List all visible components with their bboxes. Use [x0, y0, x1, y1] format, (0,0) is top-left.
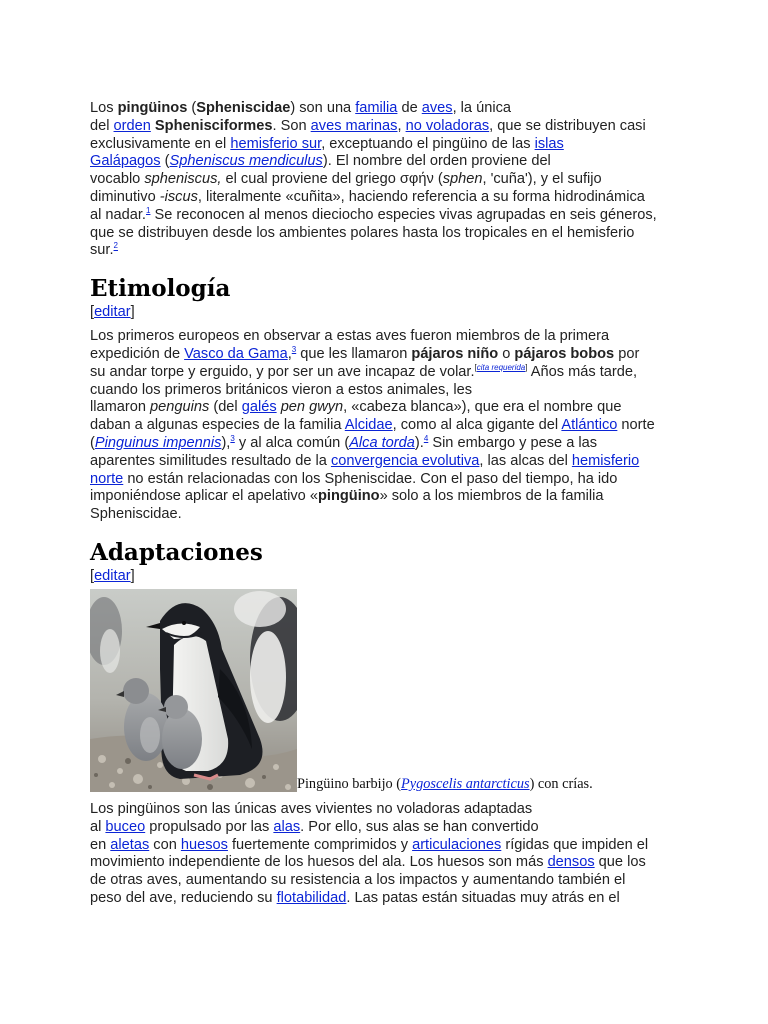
reference-4[interactable]: 4: [423, 434, 429, 444]
text: (: [90, 434, 95, 451]
text: diminutivo: [90, 188, 160, 205]
link-spheniscus-mendiculus[interactable]: Spheniscus mendiculus: [169, 153, 323, 170]
link-pygoscelis-antarcticus[interactable]: Pygoscelis antarcticus: [401, 775, 530, 792]
text: en: [90, 836, 111, 853]
text: de otras aves, aumentando su resistencia a los impactos y aumentando también el: [90, 872, 626, 889]
reference-1[interactable]: 1: [146, 205, 151, 215]
text: (: [187, 100, 197, 116]
link-hemisferio-norte[interactable]: norte: [90, 470, 124, 487]
text: que los: [594, 854, 646, 871]
link-alca-torda[interactable]: Alca torda: [349, 434, 415, 451]
link-convergencia-evolutiva[interactable]: convergencia evolutiva: [330, 452, 480, 469]
term-pajaros-bobos: pájaros bobos: [514, 345, 615, 362]
text: al nadar.: [90, 206, 146, 223]
term-penguins: penguins: [150, 399, 210, 416]
text: que les llamaron: [296, 345, 412, 362]
text: Sin embargo y pese a las: [428, 434, 598, 451]
text: (del: [209, 399, 242, 416]
link-pinguinus-impennis[interactable]: Pinguinus impennis: [94, 434, 222, 451]
bracket: [: [90, 567, 95, 584]
text: Los: [90, 100, 118, 116]
text: ,: [397, 117, 406, 134]
article: [90, 100, 680, 908]
text: ,: [287, 345, 292, 362]
text: que se distribuyen desde los ambientes polares hasta los tropicales en el hemisferio: [90, 224, 635, 241]
heading-etimologia: Etimología: [90, 275, 231, 303]
citation-needed-link[interactable]: cita requerida: [476, 362, 526, 372]
etimologia-paragraph: [90, 328, 680, 524]
text: aparentes similitudes resultado de la: [90, 452, 331, 469]
figure-caption: [297, 777, 593, 792]
text: imponiéndose aplicar el apelativo «: [90, 488, 318, 505]
text: llamaron: [90, 399, 151, 416]
text: por: [614, 345, 640, 362]
link-atlantico[interactable]: Atlántico: [561, 417, 618, 434]
text: ).: [414, 434, 424, 451]
text: , literalmente «cuñita», haciendo referencia a su forma hidrodinámica: [197, 188, 645, 205]
bracket: [: [474, 362, 477, 372]
text: » solo a los miembros de la familia: [379, 488, 604, 505]
text: , la única: [452, 100, 511, 116]
text: ) con crías.: [529, 775, 593, 792]
heading-adaptaciones: Adaptaciones: [90, 538, 263, 566]
text: propulsado por las: [145, 818, 274, 835]
text: , las alcas del: [479, 452, 572, 469]
edit-section-adaptaciones: [90, 567, 680, 585]
link-aves-marinas[interactable]: aves marinas: [310, 117, 398, 134]
intro-paragraph: [90, 100, 680, 260]
term-pen-gwyn: pen gwyn: [280, 399, 344, 416]
bracket: ]: [525, 362, 528, 372]
text: Los pingüinos son las únicas aves vivientes no voladoras adaptadas: [90, 800, 533, 817]
link-flotabilidad[interactable]: flotabilidad: [276, 889, 347, 906]
text: Spheniscidae.: [90, 506, 182, 523]
text: , que se distribuyen casi: [489, 117, 646, 134]
text: o: [498, 345, 515, 362]
edit-link[interactable]: editar: [94, 567, 131, 584]
text: Se reconocen al menos dieciocho especies vivas agrupadas en seis géneros,: [150, 206, 657, 223]
term-sphenisciformes: Sphenisciformes: [154, 117, 273, 134]
text: ),: [221, 434, 231, 451]
text: el cual proviene del griego σφήν (: [221, 171, 443, 188]
link-articulaciones[interactable]: articulaciones: [412, 836, 502, 853]
reference-3[interactable]: 3: [230, 434, 235, 444]
text: , 'cuña'), y el sufijo: [482, 171, 602, 188]
text: fuertemente comprimidos y: [227, 836, 413, 853]
link-buceo[interactable]: buceo: [105, 818, 146, 835]
text: de: [397, 100, 422, 116]
text: vocablo: [90, 171, 145, 188]
text: y al alca común (: [234, 434, 350, 451]
text: del: [90, 117, 114, 134]
text: daban a algunas especies de la familia: [90, 417, 345, 434]
figure: [90, 589, 680, 792]
text: , como al alca gigante del: [392, 417, 562, 434]
edit-section-etimologia: [90, 303, 680, 321]
text: sur.: [90, 242, 114, 259]
link-densos[interactable]: densos: [547, 854, 595, 871]
text: . Las patas están situadas muy atrás en el: [346, 889, 620, 906]
text: al: [90, 818, 106, 835]
reference-2[interactable]: 2: [113, 241, 118, 251]
text: no están relacionadas con los Spheniscidae. Con el paso del tiempo, ha ido: [123, 470, 618, 487]
term-spheniscidae: Spheniscidae: [196, 100, 291, 116]
link-vasco-da-gama[interactable]: Vasco da Gama: [184, 345, 288, 362]
link-islas-galapagos[interactable]: Galápagos: [90, 153, 161, 170]
link-huesos[interactable]: huesos: [180, 836, 228, 853]
text: ). El nombre del orden proviene del: [322, 153, 551, 170]
bracket: [: [90, 304, 95, 321]
term-pinguino: pingüino: [317, 488, 380, 505]
text: ) son una: [290, 100, 356, 116]
text: exclusivamente en el: [90, 135, 231, 152]
text: . Por ello, sus alas se han convertido: [300, 818, 539, 835]
term-iscus: -iscus: [159, 188, 198, 205]
term-sphen: sphen: [442, 171, 483, 188]
link-alas[interactable]: alas: [273, 818, 301, 835]
text: (: [160, 153, 170, 170]
link-gales[interactable]: galés: [241, 399, 277, 416]
reference-3[interactable]: 3: [291, 345, 297, 355]
bracket: ]: [130, 304, 135, 321]
text: norte: [617, 417, 655, 434]
adaptaciones-paragraph: [90, 801, 680, 908]
term-pajaros-nino: pájaros niño: [411, 345, 499, 362]
link-alcidae[interactable]: Alcidae: [344, 417, 393, 434]
text: con: [149, 836, 181, 853]
text: su andar torpe y erguido, y por ser un ave incapaz de volar.: [90, 363, 475, 380]
text: Pingüino barbijo (: [297, 775, 402, 792]
text: , «cabeza blanca»), que era el nombre que: [343, 399, 622, 416]
text: movimiento independiente de los huesos del ala. Los huesos son más: [90, 854, 548, 871]
link-no-voladoras[interactable]: no voladoras: [405, 117, 490, 134]
link-hemisferio-sur[interactable]: hemisferio sur: [230, 135, 322, 152]
penguin-photo[interactable]: [90, 589, 297, 792]
term-spheniscus: spheniscus,: [144, 171, 222, 188]
text: , exceptuando el pingüino de las: [321, 135, 535, 152]
link-familia[interactable]: familia: [355, 100, 398, 116]
link-islas-galapagos[interactable]: islas: [534, 135, 564, 152]
text: Años más tarde,: [527, 363, 638, 380]
link-aletas[interactable]: aletas: [110, 836, 150, 853]
bracket: ]: [130, 567, 135, 584]
link-orden[interactable]: orden: [113, 117, 151, 134]
link-hemisferio-norte[interactable]: hemisferio: [571, 452, 640, 469]
link-aves[interactable]: aves: [421, 100, 453, 116]
text: Los primeros europeos en observar a estas aves fueron miembros de la primera: [90, 328, 610, 345]
text: rígidas que impiden el: [501, 836, 649, 853]
text: peso del ave, reduciendo su: [90, 889, 277, 906]
text: . Son: [272, 117, 311, 134]
edit-link[interactable]: editar: [94, 304, 131, 321]
term-pinguinos: pingüinos: [117, 100, 188, 116]
text: expedición de: [90, 345, 185, 362]
text: cuando los primeros británicos vieron a estos animales, les: [90, 381, 473, 398]
